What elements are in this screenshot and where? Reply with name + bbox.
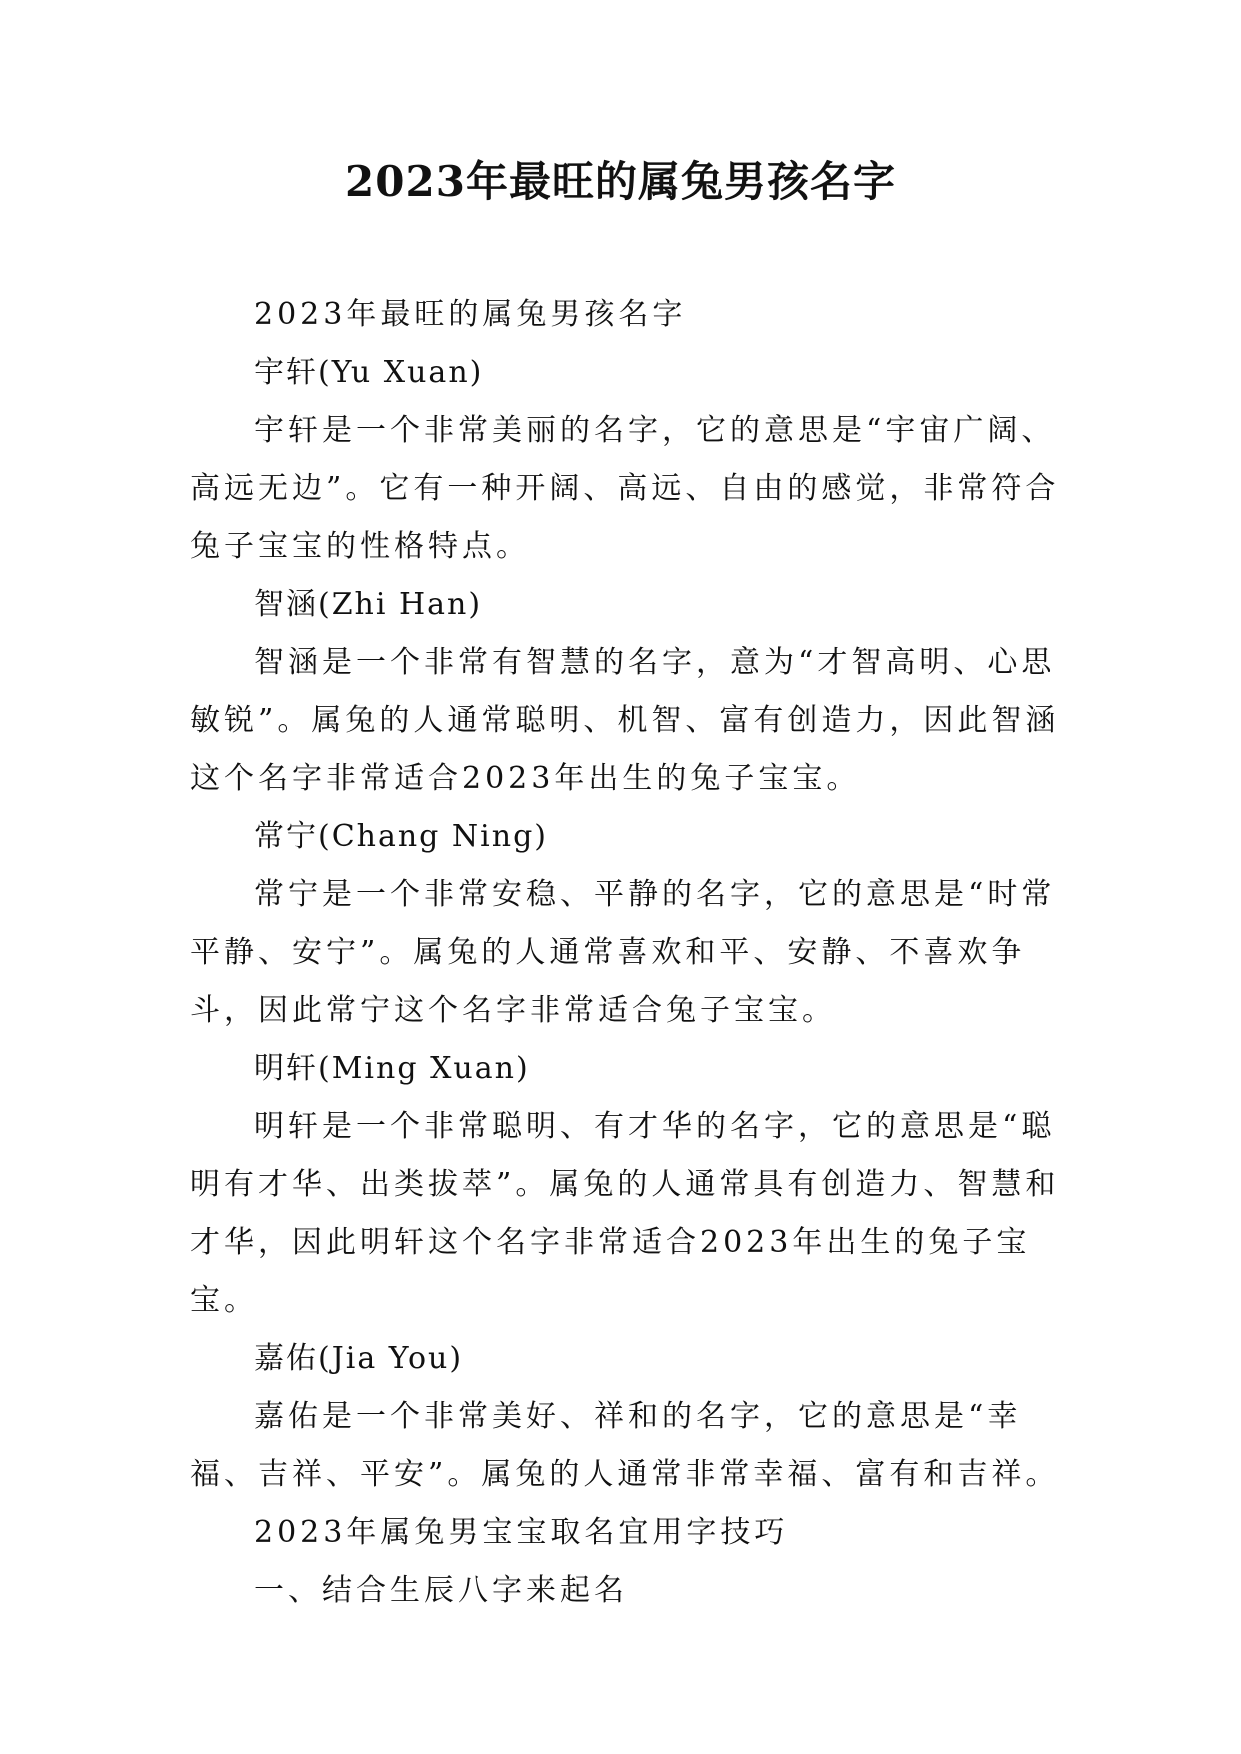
name-entry-yuxuan: 宇轩(Yu Xuan) [254,355,484,390]
name-entry-jiayou: 嘉佑(Jia You) [254,1341,464,1376]
section-heading-tips: 2023年属兔男宝宝取名宜用字技巧 [254,1515,789,1550]
document-body [190,286,1070,1620]
name-entry-zhihan: 智涵(Zhi Han) [254,587,483,622]
section-subheading-bazi: 一、结合生辰八字来起名 [254,1573,628,1608]
document-title: 2023年最旺的属兔男孩名字 [345,157,896,206]
name-description-jiayou: 嘉佑是一个非常美好、祥和的名字，它的意思是“幸福、吉祥、平安”。属兔的人通常非常幸福、富有和吉祥。 [190,1399,1060,1492]
name-description-mingxuan: 明轩是一个非常聪明、有才华的名字，它的意思是“聪明有才华、出类拔萃”。属兔的人通常具有创造力、智慧和才华，因此明轩这个名字非常适合2023年出生的兔子宝宝。 [190,1109,1060,1318]
name-entry-mingxuan: 明轩(Ming Xuan) [254,1051,530,1086]
name-description-zhihan: 智涵是一个非常有智慧的名字，意为“才智高明、心思敏锐”。属兔的人通常聪明、机智、富有创造力，因此智涵这个名字非常适合2023年出生的兔子宝宝。 [190,645,1060,796]
name-description-yuxuan: 宇轩是一个非常美丽的名字，它的意思是“宇宙广阔、高远无边”。它有一种开阔、高远、自由的感觉，非常符合兔子宝宝的性格特点。 [190,413,1060,564]
name-entry-changning: 常宁(Chang Ning) [254,819,549,854]
section-heading: 2023年最旺的属兔男孩名字 [254,297,687,332]
name-description-changning: 常宁是一个非常安稳、平静的名字，它的意思是“时常平静、安宁”。属兔的人通常喜欢和平、安静、不喜欢争斗，因此常宁这个名字非常适合兔子宝宝。 [190,877,1056,1028]
